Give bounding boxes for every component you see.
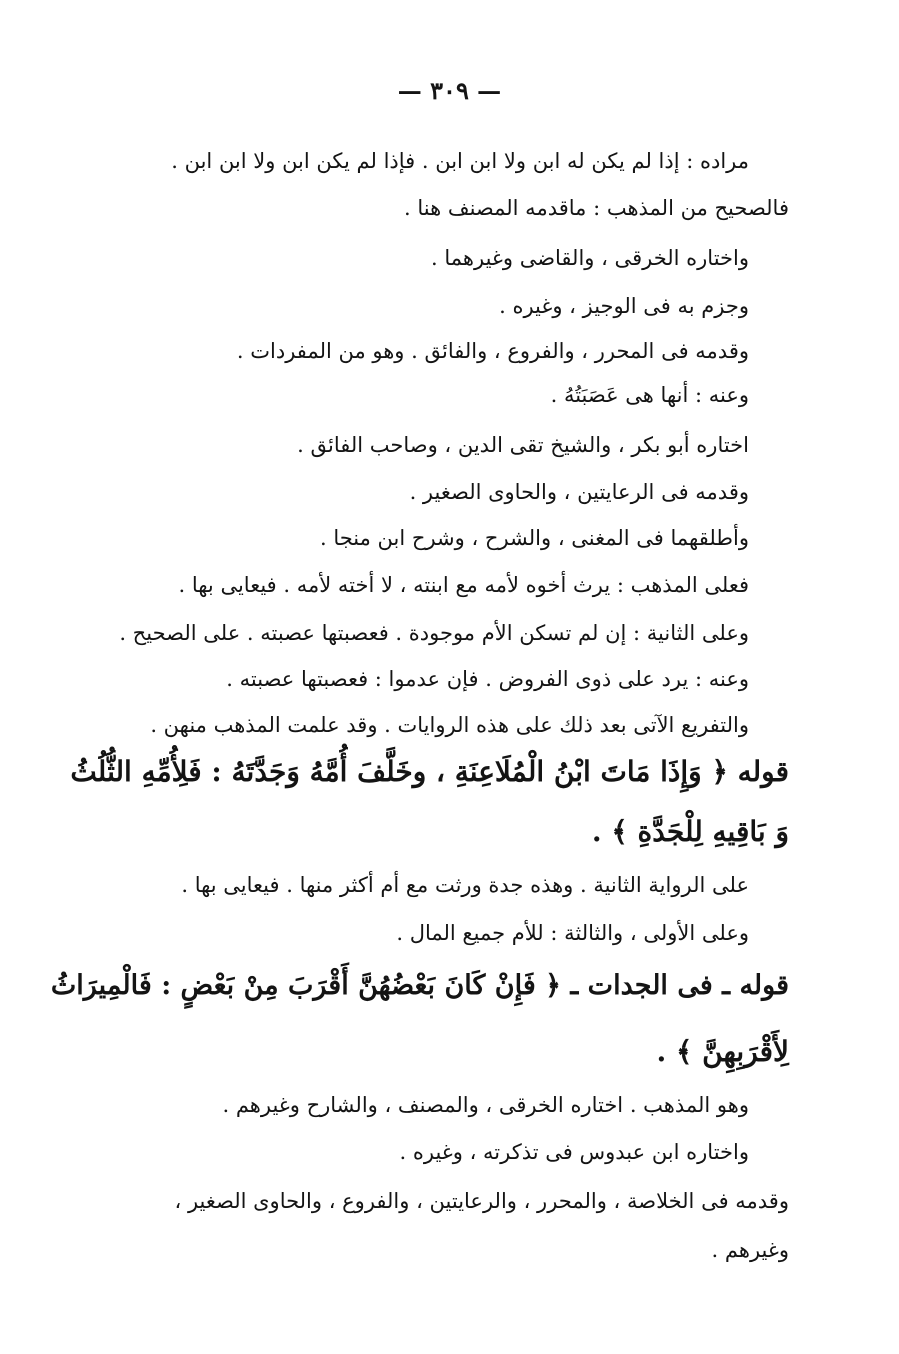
text-line: وقدمه فى الخلاصة ، والمحرر ، والرعايتين ، والفروع ، والحاوى الصغير ،	[174, 1189, 789, 1213]
quoted-text-line: وَ بَاقِيهِ لِلْجَدَّةِ ﴾ .	[591, 815, 789, 848]
text-line: فعلى المذهب : يرث أخوه لأمه مع ابنته ، لا أخته لأمه . فيعايى بها .	[178, 573, 749, 597]
text-line: واختاره الخرقى ، والقاضى وغيرهما .	[431, 246, 749, 270]
text-line: وعلى الثانية : إن لم تسكن الأم موجودة . فعصبتها عصبته . على الصحيح .	[119, 621, 749, 645]
text-line: وعلى الأولى ، والثالثة : للأم جميع المال .	[396, 921, 749, 945]
text-line: وعنه : يرد على ذوى الفروض . فإن عدموا : فعصبتها عصبته .	[226, 667, 749, 691]
text-line: وقدمه فى المحرر ، والفروع ، والفائق . وهو من المفردات .	[236, 339, 749, 363]
text-line: فالصحيح من المذهب : ماقدمه المصنف هنا .	[404, 196, 789, 220]
text-line: وعنه : أنها هى عَصَبَتُهُ .	[550, 383, 749, 407]
text-line: واختاره ابن عبدوس فى تذكرته ، وغيره .	[399, 1140, 749, 1164]
text-line: مراده : إذا لم يكن له ابن ولا ابن ابن . فإذا لم يكن ابن ولا ابن ابن .	[171, 149, 749, 173]
quoted-text-line: لِأَقْرَبِهِنَّ ﴾ .	[656, 1035, 789, 1068]
page-number: — ٣٠٩ —	[397, 76, 502, 105]
text-line: وأطلقهما فى المغنى ، والشرح ، وشرح ابن منجا .	[319, 526, 749, 550]
text-line: وهو المذهب . اختاره الخرقى ، والمصنف ، والشارح وغيرهم .	[222, 1093, 749, 1117]
quoted-text-line: قوله ﴿ وَإِذَا مَاتَ ابْنُ الْمُلَاعِنَةِ ، وخَلَّفَ أُمَّهُ وَجَدَّتَهُ : فَلِأُمِّهِ الثُّلُثُ	[70, 755, 789, 788]
text-line: اختاره أبو بكر ، والشيخ تقى الدين ، وصاحب الفائق .	[297, 433, 749, 457]
text-line: وقدمه فى الرعايتين ، والحاوى الصغير .	[409, 480, 749, 504]
quoted-text-line: قوله ـ فى الجدات ـ ﴿ فَإِنْ كَانَ بَعْضُهُنَّ أَقْرَبَ مِنْ بَعْضٍ : فَالْمِيرَاثُ	[50, 970, 789, 1001]
text-line: وغيرهم .	[711, 1238, 789, 1262]
text-line: على الرواية الثانية . وهذه جدة ورثت مع أم أكثر منها . فيعايى بها .	[181, 873, 749, 897]
text-line: وجزم به فى الوجيز ، وغيره .	[499, 294, 749, 318]
text-line: والتفريع الآتى بعد ذلك على هذه الروايات . وقد علمت المذهب منهن .	[150, 713, 749, 737]
